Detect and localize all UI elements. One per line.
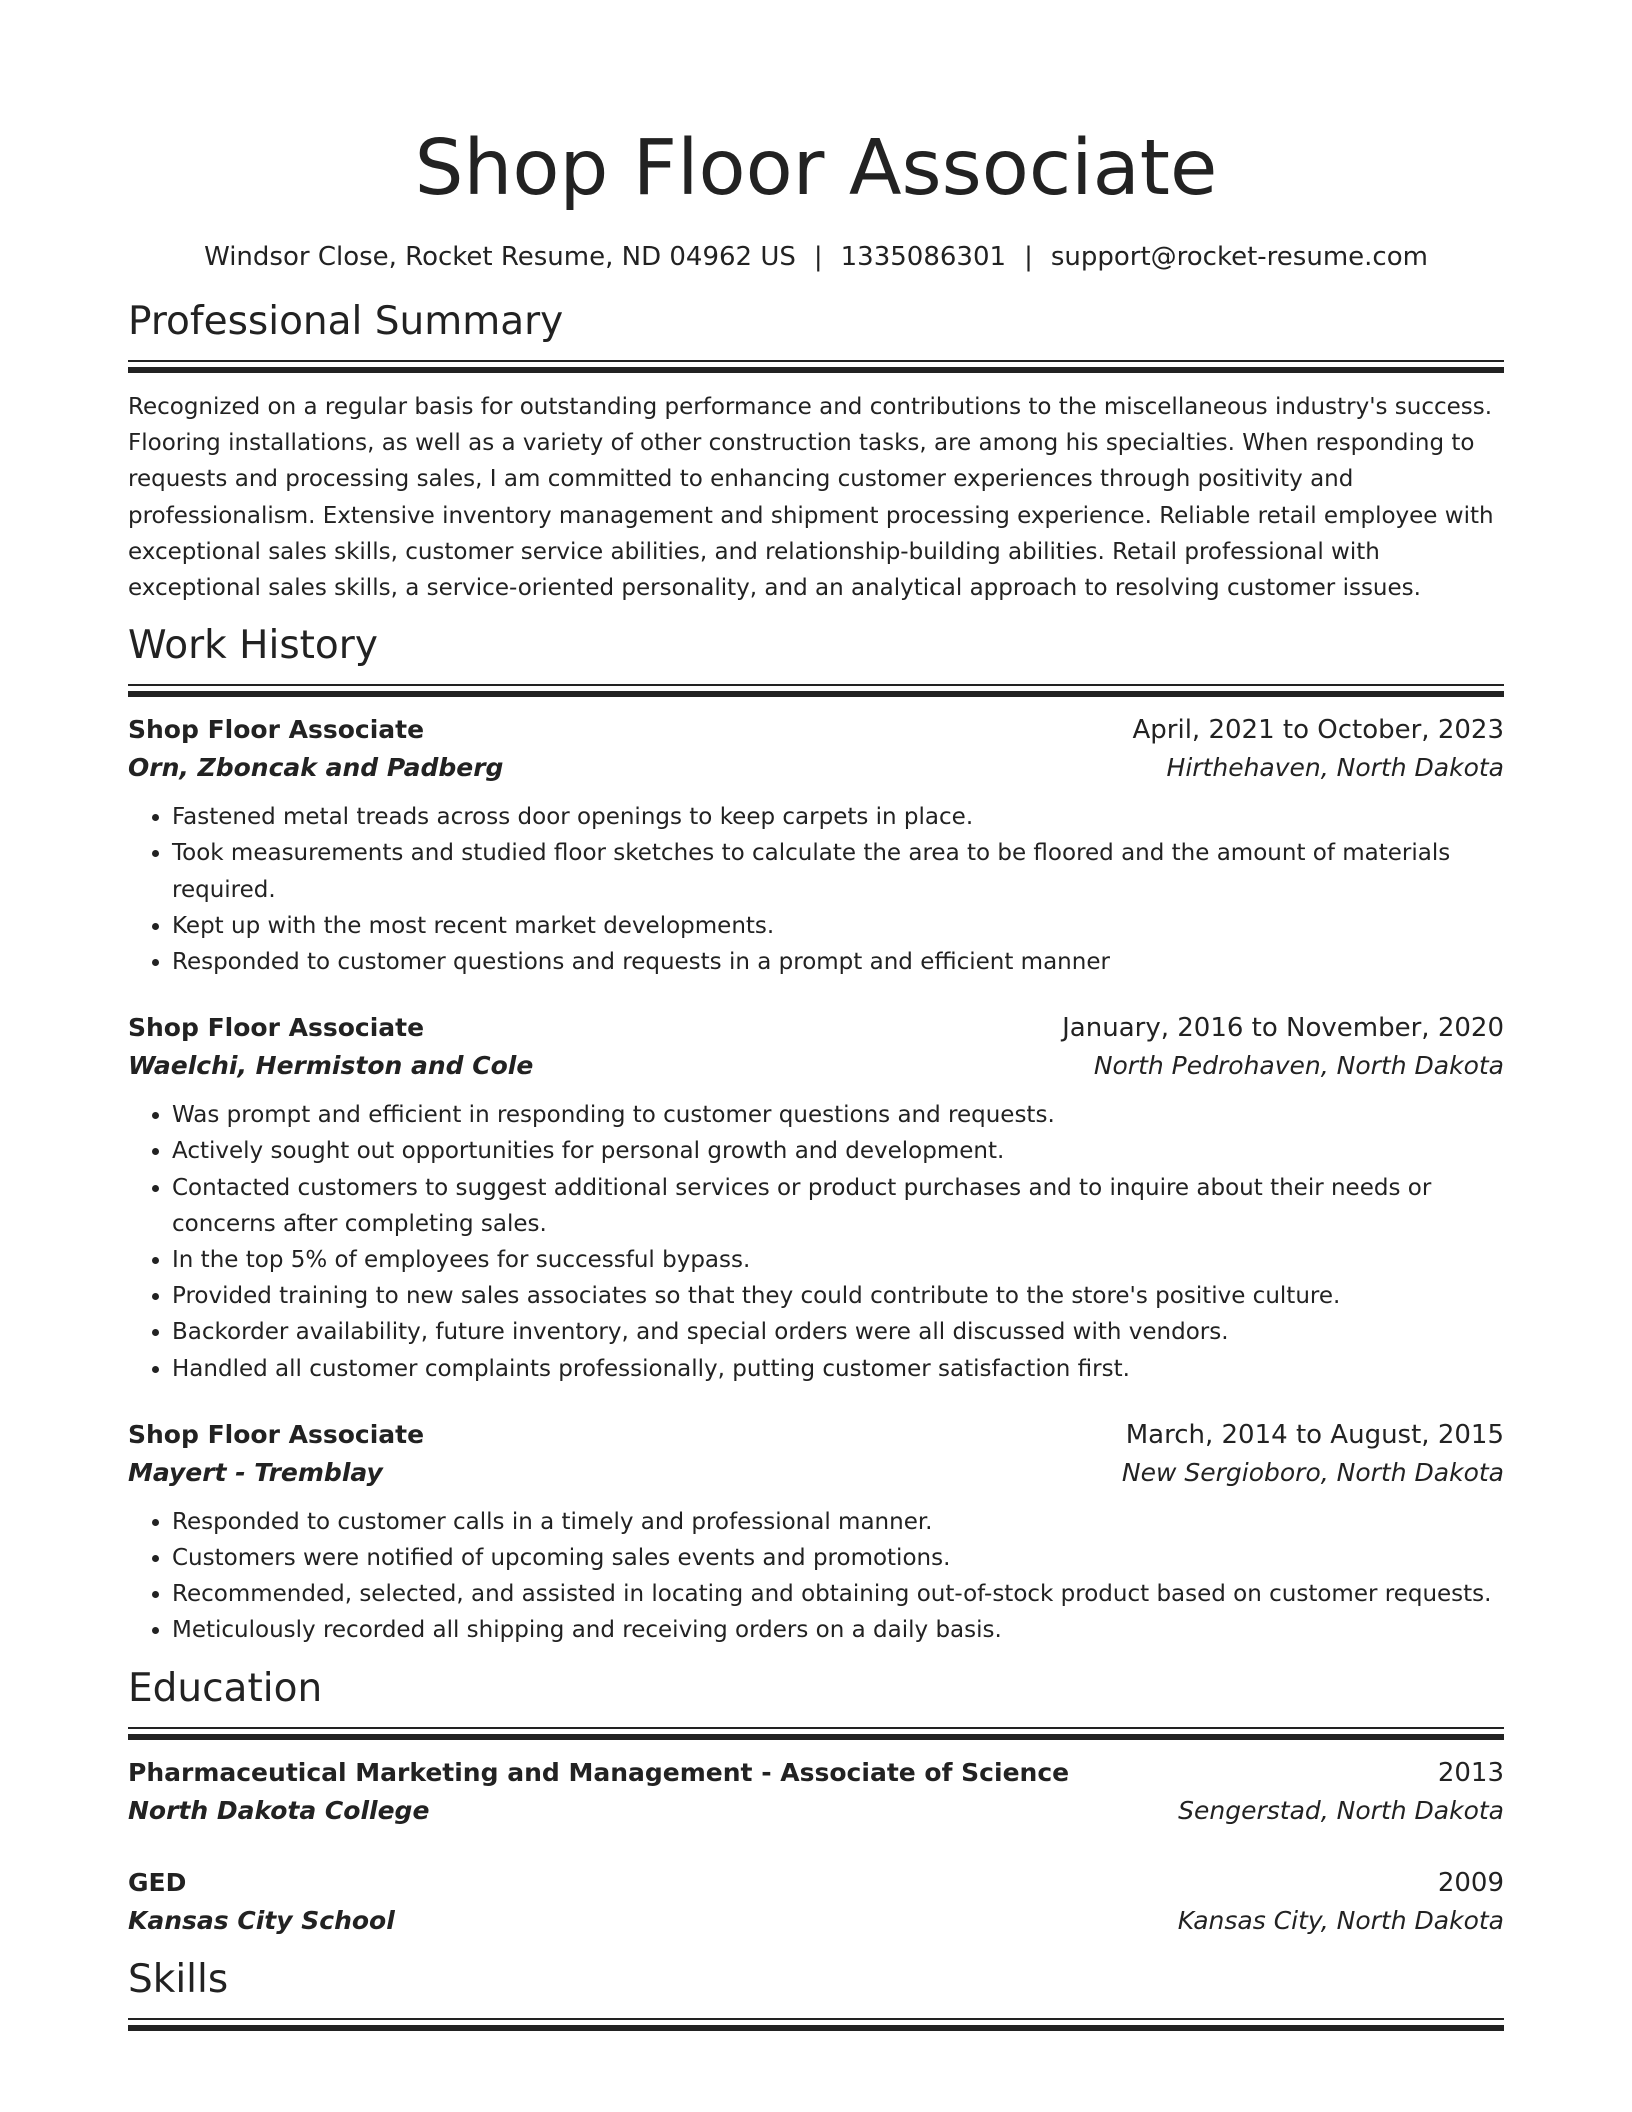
list-item: • In the top 5% of employees for successful bypass.	[172, 1242, 1504, 1278]
job-location: North Pedrohaven, North Dakota	[1093, 1051, 1504, 1081]
job-header-row	[128, 1009, 1504, 1047]
education-school-row	[128, 1902, 1504, 1940]
education-entry	[128, 1864, 1504, 1940]
list-item: • Provided training to new sales associates so that they could contribute to the store's positive culture.	[172, 1278, 1504, 1314]
job-title: Shop Floor Associate	[128, 1013, 425, 1043]
job-dates: January, 2016 to November, 2020	[1062, 1013, 1504, 1044]
job-entry	[128, 1416, 1504, 1649]
list-item: • Backorder availability, future inventory, and special orders were all discussed with vendors.	[172, 1314, 1504, 1350]
education-year: 2009	[1437, 1867, 1504, 1898]
contact-email: support@rocket-resume.com	[1050, 242, 1428, 272]
list-item: • Responded to customer calls in a timely and professional manner.	[172, 1504, 1504, 1540]
section-title-work-history: Work History	[128, 623, 378, 669]
job-header-row	[128, 711, 1504, 749]
job-company: Mayert - Tremblay	[128, 1457, 383, 1487]
education-header-row	[128, 1754, 1504, 1792]
education-school: Kansas City School	[128, 1905, 395, 1935]
job-entry	[128, 1009, 1504, 1387]
resume-name: Shop Floor Associate	[414, 124, 1218, 213]
work-history-section	[128, 622, 1504, 1648]
education-section	[128, 1665, 1504, 1940]
job-header-row	[128, 1416, 1504, 1454]
contact-separator: |	[1024, 242, 1033, 272]
list-item: • Meticulously recorded all shipping and receiving orders on a daily basis.	[172, 1612, 1504, 1648]
list-item: • Was prompt and efficient in responding to customer questions and requests.	[172, 1097, 1504, 1133]
education-school-row	[128, 1792, 1504, 1830]
job-bullets	[128, 1504, 1504, 1649]
job-bullets	[128, 799, 1504, 980]
list-item: • Fastened metal treads across door openings to keep carpets in place.	[172, 799, 1504, 835]
section-title-skills: Skills	[128, 1956, 229, 2002]
list-item: • Took measurements and studied floor sketches to calculate the area to be floored and the amount of materials required.	[172, 835, 1504, 907]
job-company-row	[128, 1047, 1504, 1085]
section-rule	[128, 360, 1504, 373]
summary-text: Recognized on a regular basis for outstanding performance and contributions to the miscellaneous industry's success. Flooring installations, as well as a variety of other construction tasks, are among his specialties. When responding to requests and processing sales, I am committed to enhancing customer experiences through positivity and professionalism. Extensive inventory management and shipment processing experience. Reliable retail employee with exceptional sales skills, customer service abilities, and relationship-building abilities. Retail professional with exceptional sales skills, a service-oriented personality, and an analytical approach to resolving customer issues.	[128, 394, 1494, 602]
education-degree: Pharmaceutical Marketing and Management - Associate of Science	[128, 1757, 1070, 1787]
section-rule	[128, 2018, 1504, 2031]
list-item: • Recommended, selected, and assisted in locating and obtaining out-of-stock product based on customer requests.	[172, 1576, 1504, 1612]
list-item: • Responded to customer questions and requests in a prompt and efficient manner	[172, 944, 1504, 980]
list-item: • Actively sought out opportunities for personal growth and development.	[172, 1133, 1504, 1169]
job-bullets	[128, 1097, 1504, 1387]
education-school: North Dakota College	[128, 1795, 430, 1825]
job-title: Shop Floor Associate	[128, 1419, 425, 1449]
job-location: New Sergioboro, North Dakota	[1121, 1457, 1504, 1487]
education-location: Sengerstad, North Dakota	[1178, 1795, 1504, 1825]
contact-phone: 1335086301	[840, 242, 1007, 272]
skills-section	[128, 1956, 1504, 2031]
job-entry	[128, 711, 1504, 980]
summary-section	[128, 298, 1504, 606]
contact-separator: |	[813, 242, 823, 272]
section-title-summary: Professional Summary	[128, 299, 564, 344]
education-location: Kansas City, North Dakota	[1177, 1905, 1504, 1935]
job-dates: March, 2014 to August, 2015	[1125, 1419, 1504, 1450]
list-item: • Handled all customer complaints professionally, putting customer satisfaction first.	[172, 1351, 1504, 1387]
job-company-row	[128, 1454, 1504, 1492]
job-dates: April, 2021 to October, 2023	[1132, 715, 1504, 746]
section-rule	[128, 1727, 1504, 1740]
list-item: • Contacted customers to suggest additional services or product purchases and to inquire about their needs or concerns after completing sales.	[172, 1170, 1504, 1242]
education-entry	[128, 1754, 1504, 1830]
job-location: Hirthehaven, North Dakota	[1166, 753, 1504, 783]
job-company: Waelchi, Hermiston and Cole	[128, 1051, 534, 1081]
list-item: • Kept up with the most recent market developments.	[172, 908, 1504, 944]
education-header-row	[128, 1864, 1504, 1902]
education-degree: GED	[128, 1867, 187, 1897]
job-company-row	[128, 749, 1504, 787]
job-title: Shop Floor Associate	[128, 715, 425, 745]
education-year: 2013	[1437, 1757, 1504, 1788]
contact-line	[128, 241, 1504, 273]
section-rule	[128, 684, 1504, 697]
contact-address: Windsor Close, Rocket Resume, ND 04962 US	[204, 242, 796, 272]
list-item: • Customers were notified of upcoming sales events and promotions.	[172, 1540, 1504, 1576]
job-company: Orn, Zboncak and Padberg	[128, 753, 504, 783]
section-title-education: Education	[128, 1665, 323, 1711]
